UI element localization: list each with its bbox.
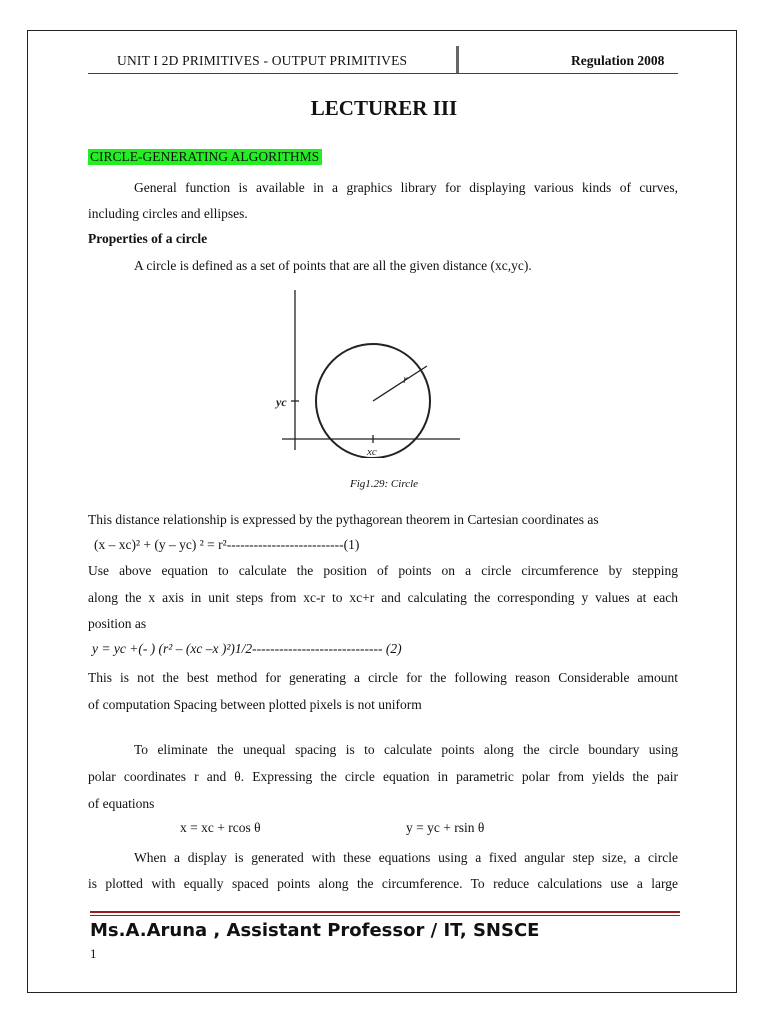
header-rule [88,73,678,74]
header-separator [456,46,459,73]
para4-line1: When a display is generated with these equations using a fixed angular step size, a circle [134,850,678,865]
subheading-properties: Properties of a circle [88,231,208,246]
page-title: LECTURER III [310,96,458,120]
para3-line1: To eliminate the unequal spacing is to calculate points along the circle boundary using [134,742,678,757]
para4-line2: is plotted with equally spaced points along the circumference. To reduce calculations use a large [88,876,678,891]
para2-line6: of computation Spacing between plotted pixels is not uniform [88,697,422,712]
para2-line5: This is not the best method for generating a circle for the following reason Considerable amount [88,670,678,685]
para1-line1: General function is available in a graphics library for displaying various kinds of curves, [134,180,678,195]
footer-rule-thin [90,915,680,916]
r-label: r [403,372,408,386]
equation-y-polar: y = yc + rsin θ [406,820,485,835]
para2-line2: Use above equation to calculate the position of points on a circle circumference by stepping [88,563,678,578]
footer-author: Ms.A.Aruna , Assistant Professor / IT, SNSCE [90,920,540,941]
header-unit-title: UNIT I 2D PRIMITIVES - OUTPUT PRIMITIVES [117,53,408,68]
section-heading: CIRCLE-GENERATING ALGORITHMS [88,149,322,165]
xc-label: xc [367,446,377,458]
equation-x-polar: x = xc + rcos θ [180,820,261,835]
para2-line1: This distance relationship is expressed by the pythagorean theorem in Cartesian coordinates as [88,512,599,527]
para3-line2: polar coordinates r and θ. Expressing the circle equation in parametric polar from yields the pair [88,769,678,784]
para1-line2: including circles and ellipses. [88,206,248,221]
figure-caption: Fig1.29: Circle [349,478,419,490]
circle-figure [270,288,470,458]
footer-rule-thick [90,911,680,913]
page-number: 1 [90,946,97,961]
para2-line4: position as [88,616,147,631]
para2-line3: along the x axis in unit steps from xc-r to xc+r and calculating the corresponding y values at each [88,590,678,605]
radius-line [373,366,427,401]
yc-label: yc [276,395,287,409]
equation-2: y = yc +(- ) (r² – (xc –x )²)1/2----------------------------- (2) [92,641,402,656]
header-regulation: Regulation 2008 [571,53,665,68]
para3-line3: of equations [88,796,155,811]
circle-definition: A circle is defined as a set of points that are all the given distance (xc,yc). [134,258,532,273]
equation-1: (x – xc)² + (y – yc) ² = r²--------------------------(1) [94,537,360,552]
